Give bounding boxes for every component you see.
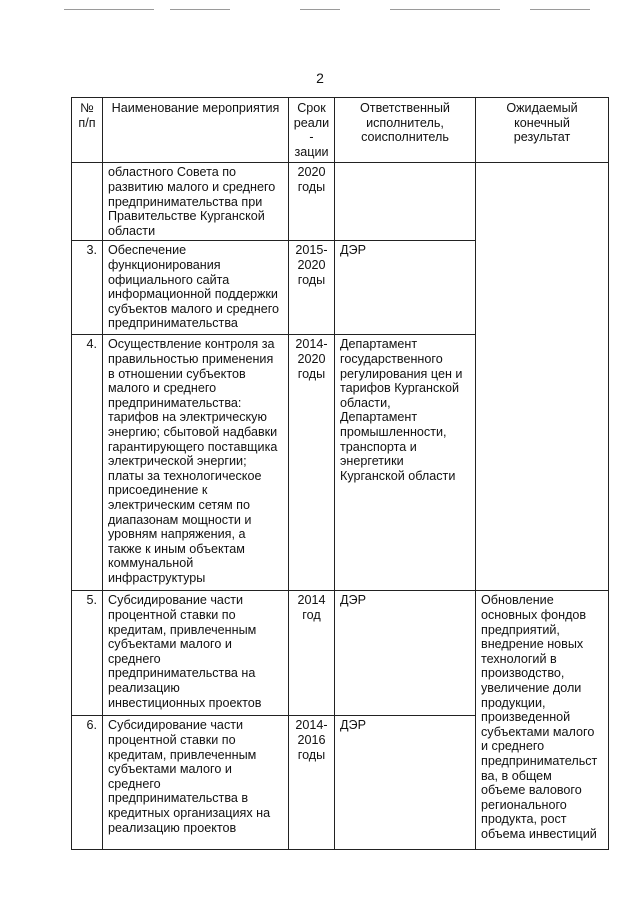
event-term: 2014 год bbox=[289, 591, 335, 716]
scan-artifact-line bbox=[300, 9, 340, 10]
header-executor: Ответственный исполнитель, соисполнитель bbox=[335, 98, 476, 163]
scan-artifact-line bbox=[170, 9, 230, 10]
event-executor: ДЭР bbox=[335, 241, 476, 335]
table-row bbox=[72, 591, 609, 716]
scan-artifact-line bbox=[64, 9, 154, 10]
event-executor: ДЭР bbox=[335, 591, 476, 716]
event-executor: ДЭР bbox=[335, 716, 476, 850]
event-term: 2014- 2020 годы bbox=[289, 335, 335, 591]
scan-artifact-line bbox=[530, 9, 590, 10]
event-name: областного Совета по развитию малого и среднего предпринимательства при Правительстве Курганской области bbox=[103, 163, 289, 241]
event-term: 2020 годы bbox=[289, 163, 335, 241]
expected-result-bottom: Обновление основных фондов предприятий, внедрение новых технологий в производство, увеличение доли продукции, произведенной субъектами малого и среднего предпринимательства, в общем объеме валового регионального продукта, рост объема инвестиций bbox=[476, 591, 609, 850]
row-number: 6. bbox=[72, 716, 103, 850]
event-executor bbox=[335, 163, 476, 241]
event-name: Субсидирование части процентной ставки по кредитам, привлеченным субъектами малого и среднего предпринимательства на реализацию инвестиционных проектов bbox=[103, 591, 289, 716]
page-number: 2 bbox=[316, 70, 324, 86]
event-name: Субсидирование части процентной ставки по кредитам, привлеченным субъектами малого и среднего предпринимательства в кредитных организациях на реализацию проектов bbox=[103, 716, 289, 850]
action-plan-table bbox=[71, 97, 609, 850]
header-event-name: Наименование мероприятия bbox=[103, 98, 289, 163]
header-number: № п/п bbox=[72, 98, 103, 163]
event-name: Осуществление контроля за правильностью применения в отношении субъектов малого и среднего предпринимательства: тарифов на электрическую энергию; сбытовой надбавки гарантирующего поставщика электрической энергии; платы за технологическое присоединение к электрическим сетям по диапазонам мощности и уровням напряжения, а также к иным объектам коммунальной инфраструктуры bbox=[103, 335, 289, 591]
scan-artifact-line bbox=[390, 9, 500, 10]
table-header-row bbox=[72, 98, 609, 163]
table-row bbox=[72, 163, 609, 241]
row-number: 5. bbox=[72, 591, 103, 716]
row-number bbox=[72, 163, 103, 241]
row-number: 3. bbox=[72, 241, 103, 335]
header-expected-result: Ожидаемый конечный результат bbox=[476, 98, 609, 163]
event-executor: Департамент государственного регулирования цен и тарифов Курганской области, Департамент промышленности, транспорта и энергетики Курганской области bbox=[335, 335, 476, 591]
event-term: 2014- 2016 годы bbox=[289, 716, 335, 850]
expected-result-top bbox=[476, 163, 609, 591]
event-term: 2015- 2020 годы bbox=[289, 241, 335, 335]
header-term: Срок реали- зации bbox=[289, 98, 335, 163]
row-number: 4. bbox=[72, 335, 103, 591]
event-name: Обеспечение функционирования официального сайта информационной поддержки субъектов малого и среднего предпринимательства bbox=[103, 241, 289, 335]
